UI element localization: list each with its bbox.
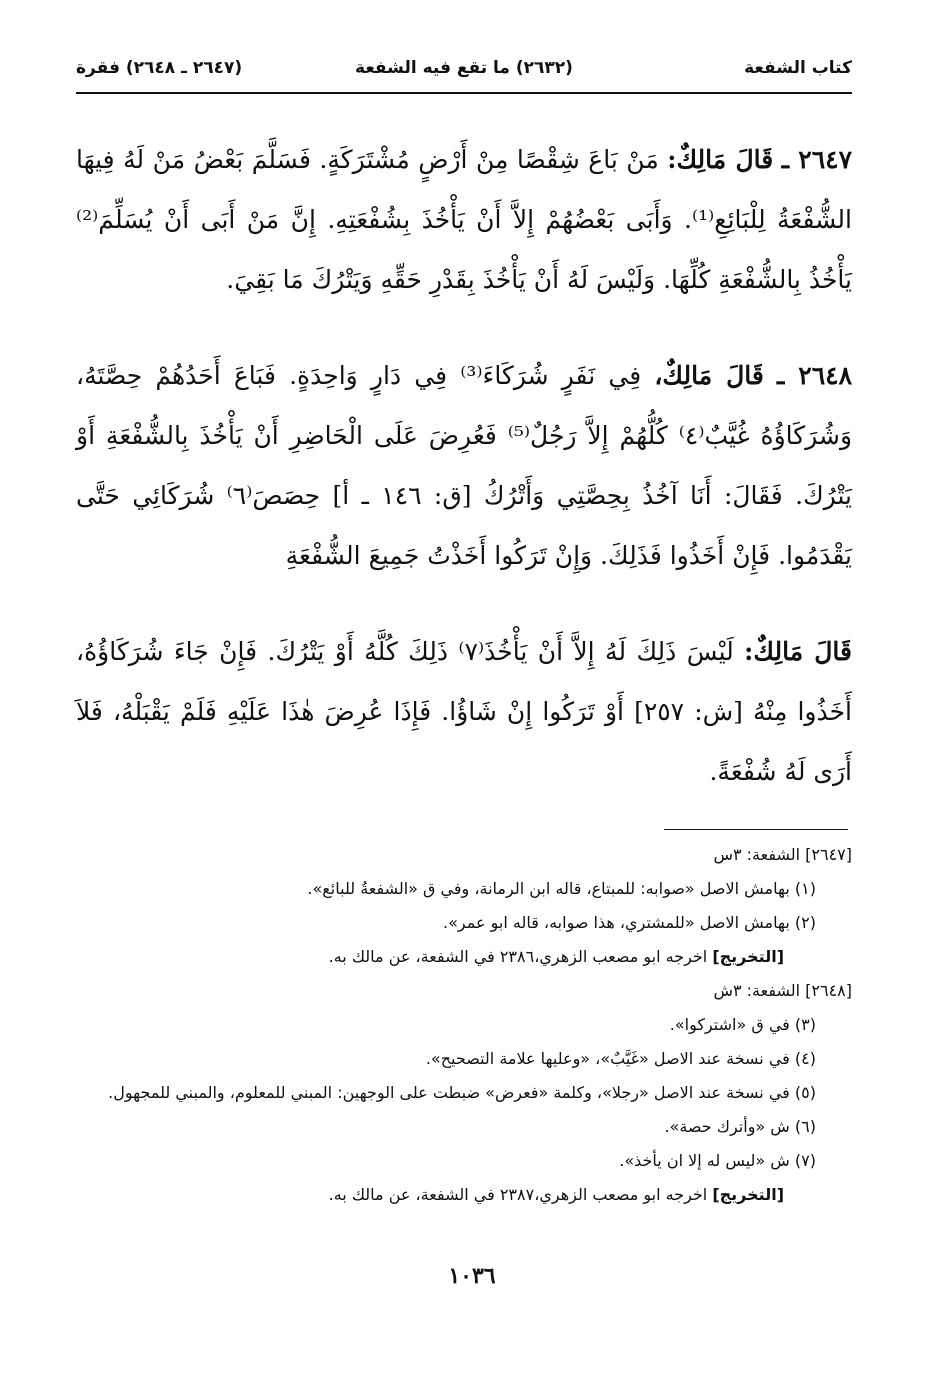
header-chapter-title: (٢٦٣٢) ما تقع فيه الشفعة xyxy=(355,58,573,78)
running-header xyxy=(76,48,852,94)
page-number: ١٠٣٦ xyxy=(448,1263,496,1289)
header-paragraph-range: (٢٦٤٧ ـ ٢٦٤٨) فقرة xyxy=(76,58,243,78)
footnotes xyxy=(72,838,852,1212)
speaker: قَالَ مَالِكٌ، xyxy=(654,361,764,390)
footnote-block-head: [٢٦٤٧] الشفعة: ٣س xyxy=(713,845,852,864)
header-book-title: كتاب الشفعة xyxy=(744,58,852,78)
takhrij-text: اخرجه ابو مصعب الزهري،٢٣٨٦ في الشفعة، عن مالك به. xyxy=(328,947,708,966)
footnote: (١) بهامش الاصل «صوابه: للمبتاع، قاله ابن الرمانة، وفي ق «الشفعةُ للبائع». xyxy=(307,879,816,898)
takhrij-label: [التخريج] xyxy=(712,1185,784,1204)
paragraph-text: مَنْ بَاعَ شِقْصًا مِنْ أَرْضٍ مُشْتَرَكَةٍ. فَسَلَّمَ بَعْضُ مَنْ لَهُ فِيهَا الشُّفْعَةُ لِلْبَائِعِ⁽¹⁾. وَأَبَى بَعْضُهُمْ إِلاَّ أَنْ يَأْخُذَ بِشُفْعَتِهِ. إِنَّ مَنْ أَبَى أَنْ يُسَلِّمَ⁽²⁾ يَأْخُذُ بِالشُّفْعَةِ كُلِّهَا. وَلَيْسَ لَهُ أَنْ يَأْخُذَ بِقَدْرِ حَقِّهِ وَيَتْرُكَ مَا بَقِيَ. xyxy=(76,145,852,294)
speaker: قَالَ مَالِكٌ: xyxy=(667,145,774,174)
paragraph-text: لَيْسَ ذَلِكَ لَهُ إِلاَّ أَنْ يَأْخُذَ⁽٧⁾ ذَلِكَ كُلَّهُ أَوْ يَتْرُكَ. فَإِنْ جَاءَ شُرَكَاؤُهُ، أَخَذُوا مِنْهُ [ش: ٢٥٧] أَوْ تَرَكُوا إِنْ شَاؤُا. فَإِذَا عُرِضَ هٰذَا عَلَيْهِ فَلَمْ يَقْبَلْهُ، فَلاَ أَرَى لَهُ شُفْعَةً. xyxy=(76,637,852,786)
paragraph-number: ٢٦٤٨ ـ xyxy=(777,361,853,390)
footnote-separator xyxy=(664,829,848,830)
footnote: (٤) في نسخة عند الاصل «غَيَّبٌ»، «وعليها علامة التصحيح». xyxy=(425,1049,816,1068)
takhrij-line xyxy=(72,1178,852,1212)
footnote: (٦) ش «وأترك حصة». xyxy=(664,1117,816,1136)
paragraph-number: ٢٦٤٧ ـ xyxy=(781,145,852,174)
paragraph-text: فِي نَفَرٍ شُرَكَاءَ⁽³⁾ فِي دَارٍ وَاحِدَةٍ. فَبَاعَ أَحَدُهُمْ حِصَّتَهُ، وَشُرَكَاؤُهُ غُيَّبٌ⁽٤⁾ كُلُّهُمْ إِلاَّ رَجُلٌ⁽⁵⁾ فَعُرِضَ عَلَى الْحَاضِرِ أَنْ يَأْخُذَ بِالشُّفْعَةِ أَوْ يَتْرُكَ. فَقَالَ: أَنَا آخُذُ بِحِصَّتِي وَأَتْرُكُ [ق: ١٤٦ ـ أ] حِصَصَ⁽٦⁾ شُرَكَائِي حَتَّى يَقْدَمُوا. فَإِنْ أَخَذُوا فَذَلِكَ. وَإِنْ تَرَكُوا أَخَذْتُ جَمِيعَ الشُّفْعَةِ xyxy=(76,361,853,570)
footnote: (٥) في نسخة عند الاصل «رجلا»، وكلمة «فعرض» ضبطت على الوجهين: المبني للمعلوم، والمبني للمجهول. xyxy=(108,1083,816,1102)
takhrij-line xyxy=(72,940,852,974)
footnote: (٢) بهامش الاصل «للمشتري، هذا صوابه، قاله ابو عمر». xyxy=(443,913,816,932)
footnote: (٣) في ق «اشتركوا». xyxy=(669,1015,816,1034)
footnote: (٧) ش «ليس له إلا ان يأخذ». xyxy=(619,1151,816,1170)
speaker: قَالَ مَالِكٌ: xyxy=(744,637,852,666)
paragraph-malik-comment xyxy=(76,622,852,802)
footnote-block-head: [٢٦٤٨] الشفعة: ٣ش xyxy=(713,981,852,1000)
paragraph-2647 xyxy=(76,130,852,310)
paragraph-2648 xyxy=(76,346,852,586)
main-text xyxy=(76,130,852,838)
takhrij-label: [التخريج] xyxy=(712,947,784,966)
takhrij-text: اخرجه ابو مصعب الزهري،٢٣٨٧ في الشفعة، عن مالك به. xyxy=(328,1185,708,1204)
